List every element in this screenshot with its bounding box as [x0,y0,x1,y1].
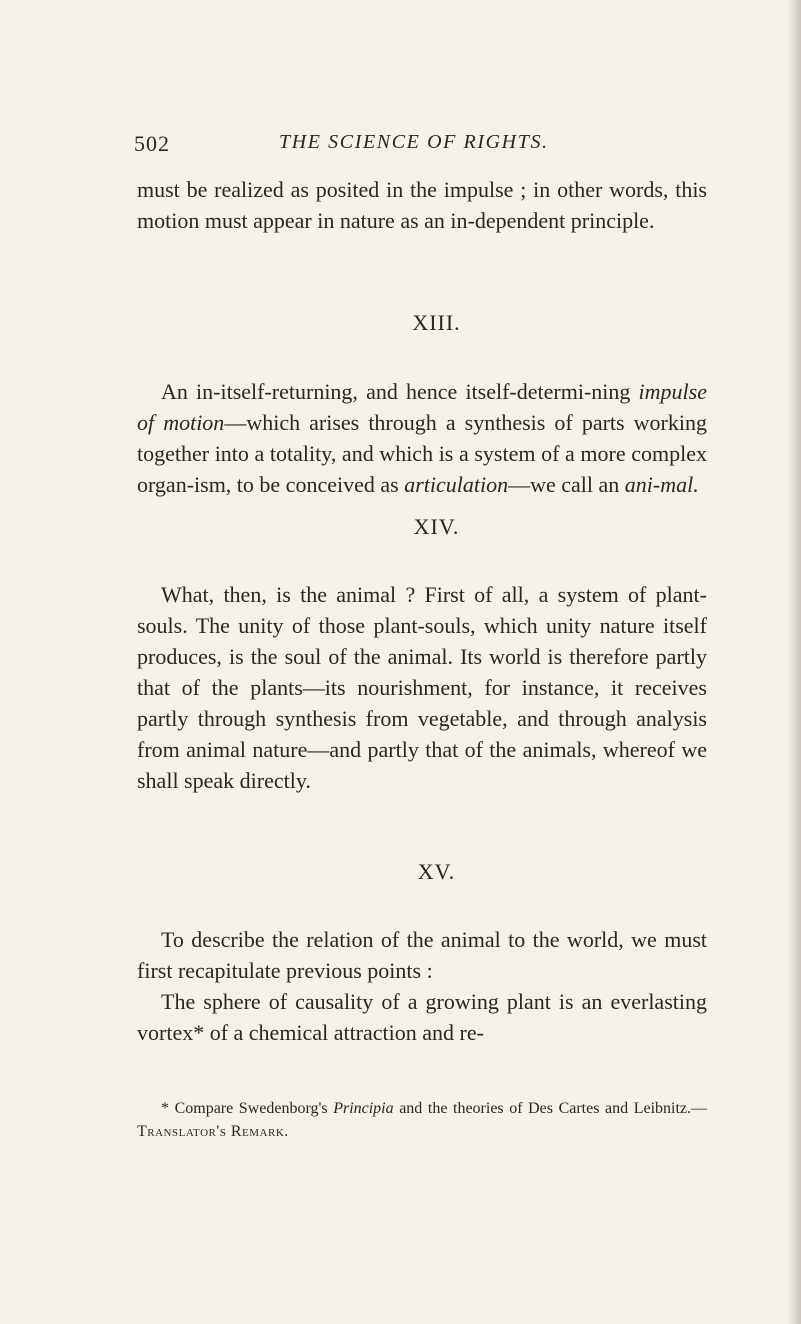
footnote [137,1097,707,1143]
text-run: and the theories of Des Cartes and Leibnitz.— [393,1100,708,1117]
paragraph-xiii [137,376,707,500]
paragraph-xiv [137,579,707,796]
text-run: * Compare Swedenborg's [161,1100,334,1117]
text-run: An in-itself-returning, and hence itself-determi-ning [161,379,639,404]
section-numeral: XV. [417,859,456,884]
page-number: 502 [134,131,170,156]
running-head: THE SCIENCE OF RIGHTS. [279,131,549,153]
section-numeral: XIV. [413,514,460,539]
paragraph-text: must be realized as posited in the impulse ; in other words, this motion must appear in nature as an in-dependent principle. [137,177,707,233]
footnote-text [137,1097,707,1143]
page-header [134,131,604,165]
italic-run: Principia [333,1100,394,1117]
paragraph-xv [137,924,707,1048]
paragraph-continuation [137,174,707,236]
section-numeral: XIII. [412,310,461,335]
paragraph-text: To describe the relation of the animal to the world, we must first recapitulate previous points : [137,927,707,983]
italic-run: articulation [404,472,509,497]
page-edge-shadow [787,0,801,1324]
paragraph-text: The sphere of causality of a growing plant is an everlasting vortex* of a chemical attraction and re- [137,989,707,1045]
section-heading-xv [0,859,801,885]
section-heading-xiii [0,310,801,336]
text-run: —which arises through a synthesis of parts working together into a totality, and which is a system of a more complex organ-ism, to be conceived as [137,410,707,497]
italic-run: impulse of motion [137,379,707,435]
text-run: —we call an [508,472,625,497]
small-caps-run: Translator's Remark. [137,1123,289,1140]
paragraph-text [137,376,707,500]
paragraph-text: What, then, is the animal ? First of all, a system of plant-souls. The unity of those plant-souls, which unity nature itself produces, is the soul of the animal. Its world is therefore partly that of the plants—its nourishment, for instance, it receives partly through synthesis from vegetable, and through analysis from animal nature—and partly that of the animals, whereof we shall speak directly. [137,582,707,793]
italic-run: ani-mal. [624,472,699,497]
section-heading-xiv [0,514,801,540]
